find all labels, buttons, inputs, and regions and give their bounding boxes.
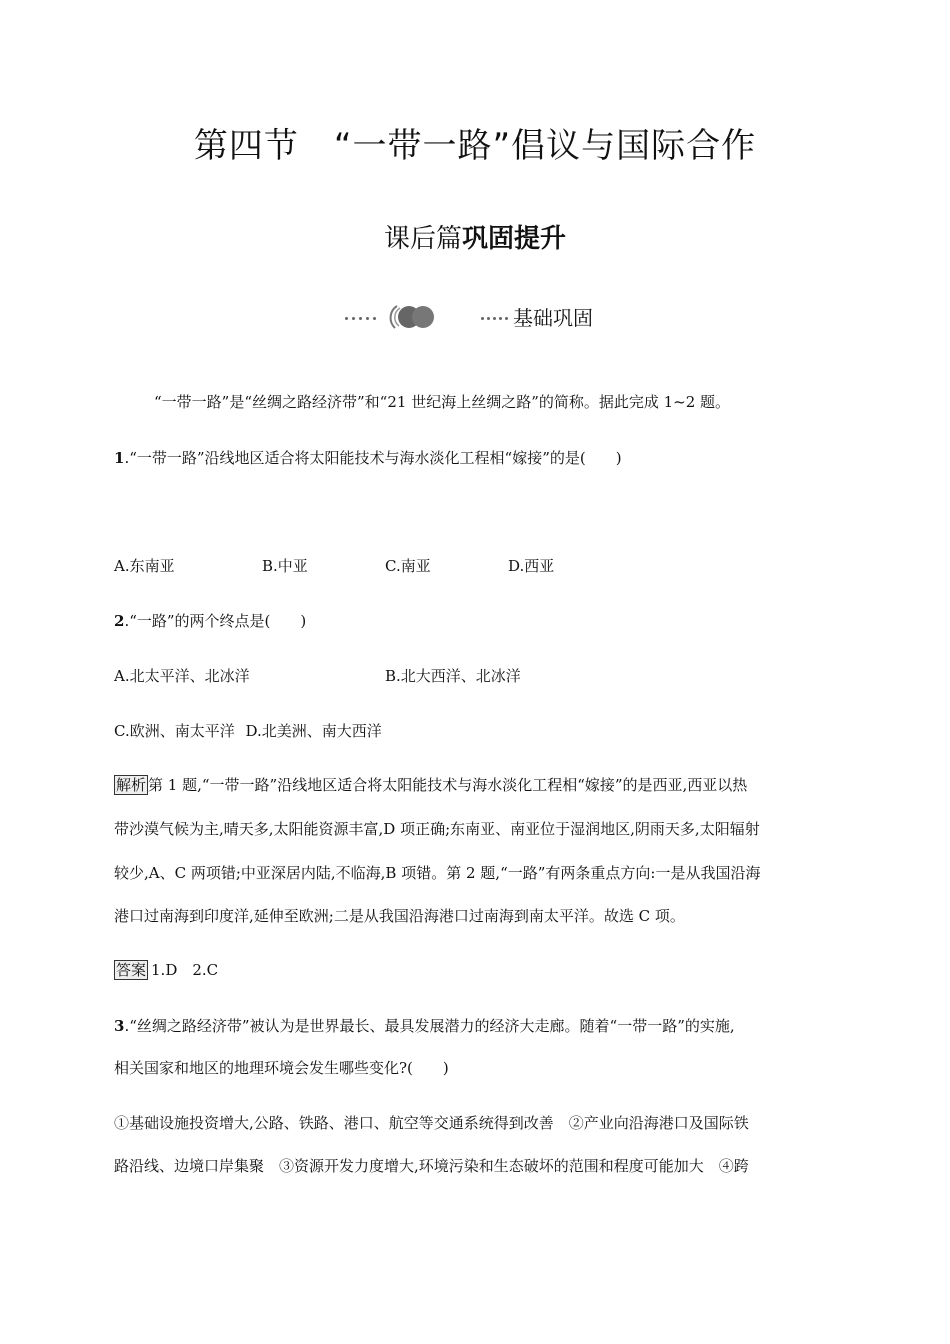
q2-option-c: C.欧洲、南太平洋 xyxy=(114,722,235,740)
analysis-line-3: 较少,A、C 两项错;中亚深居内陆,不临海,B 项错。第 2 题,“一路”有两条重点方向:一是从我国沿海 xyxy=(114,864,761,882)
q1-option-d: D.西亚 xyxy=(508,557,555,575)
q2-option-d: D.北美洲、南大西洋 xyxy=(245,722,382,740)
question-3-stem-1: .“丝绸之路经济带”被认为是世界最长、最具发展潜力的经济大走廊。随着“一带一路”的实施, xyxy=(124,1017,735,1035)
question-1 xyxy=(114,447,622,469)
answer-line xyxy=(114,959,218,981)
section-heading xyxy=(345,298,665,338)
dotted-line-left xyxy=(345,317,381,321)
question-1-number: 1 xyxy=(114,449,125,467)
question-3-number: 3 xyxy=(114,1017,125,1035)
q2-option-a: A.北太平洋、北冰洋 xyxy=(114,667,250,685)
double-circle-icon xyxy=(387,300,441,334)
question-3-line-2: 相关国家和地区的地理环境会发生哪些变化?( ) xyxy=(114,1059,449,1077)
answer-tag: 答案 xyxy=(116,961,147,979)
page-title: 第四节 “一带一路”倡议与国际合作 xyxy=(193,126,757,166)
q1-option-b: B.中亚 xyxy=(262,557,308,575)
q2-option-b: B.北大西洋、北冰洋 xyxy=(385,667,521,685)
analysis-line-4: 港口过南海到印度洋,延伸至欧洲;二是从我国沿海港口过南海到南太平洋。故选 C 项。 xyxy=(114,907,685,925)
page-subtitle xyxy=(0,220,950,258)
q2-option-cd xyxy=(114,720,382,742)
question-2-number: 2 xyxy=(114,612,125,630)
q1-option-a: A.东南亚 xyxy=(114,557,175,575)
question-3-statements-2: 路沿线、边境口岸集聚 ③资源开发力度增大,环境污染和生态破坏的范围和程度可能加大 ④跨 xyxy=(114,1157,749,1175)
question-1-stem: .“一带一路”沿线地区适合将太阳能技术与海水淡化工程相“嫁接”的是( ) xyxy=(124,449,622,467)
question-2-stem: .“一路”的两个终点是( ) xyxy=(124,612,307,630)
analysis-line-2: 带沙漠气候为主,晴天多,太阳能资源丰富,D 项正确;东南亚、南亚位于湿润地区,阴雨天多,太阳辐射 xyxy=(114,820,760,838)
q1-option-c: C.南亚 xyxy=(385,557,431,575)
subtitle-normal: 课后篇 xyxy=(383,224,462,254)
answer-text: 1.D 2.C xyxy=(151,961,219,979)
analysis-tag: 解析 xyxy=(116,776,147,794)
section-label: 基础巩固 xyxy=(513,306,593,330)
question-3-line-1 xyxy=(114,1015,735,1037)
dotted-line-right xyxy=(481,317,513,321)
question-2 xyxy=(114,610,306,632)
question-3-statements-1: ①基础设施投资增大,公路、铁路、港口、航空等交通系统得到改善 ②产业向沿海港口及国际铁 xyxy=(114,1114,749,1132)
subtitle-bold: 巩固提升 xyxy=(462,224,567,254)
intro-text: “一带一路”是“丝绸之路经济带”和“21 世纪海上丝绸之路”的简称。据此完成 1~2 题。 xyxy=(154,393,731,411)
analysis-line-1 xyxy=(114,774,747,796)
analysis-text-1: 第 1 题,“一带一路”沿线地区适合将太阳能技术与海水淡化工程相“嫁接”的是西亚,西亚以热 xyxy=(148,776,748,794)
